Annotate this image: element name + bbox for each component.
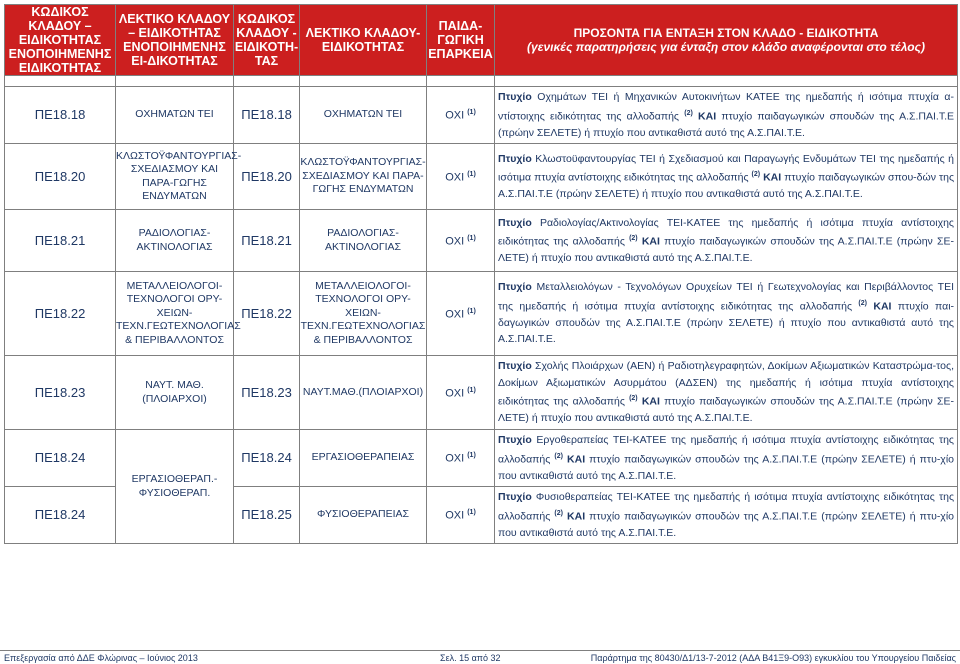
unified-code: ΠΕ18.24 [5,430,116,487]
specialty-code: ΠΕ18.22 [234,272,300,356]
unified-code: ΠΕ18.24 [5,487,116,544]
footer-page-number: Σελ. 15 από 32 [440,653,501,663]
specialty-code: ΠΕ18.24 [234,430,300,487]
footer-left: Επεξεργασία από ΔΔΕ Φλώρινας – Ιούνιος 2013 [4,653,198,663]
table-row [5,356,958,430]
specialty-code: ΠΕ18.21 [234,210,300,272]
desc-lead: Πτυχίο [498,152,532,165]
header-qualifications-sub: (γενικές παρατηρήσεις για ένταξη στον κλάδο αναφέρονται στο τέλος) [527,40,925,54]
pedagogical-cell [427,144,495,210]
specialty-code: ΠΕ18.18 [234,87,300,144]
pedagogical-value: ΟΧΙ [445,110,465,123]
specialty-label: ΜΕΤΑΛΛΕΙΟΛΟΓΟΙ-ΤΕΧΝΟΛΟΓΟΙ ΟΡΥ-ΧΕΙΩΝ-ΤΕΧΝ.ΓΕΩΤΕΧΝΟΛΟΓΙΑΣ & ΠΕΡΙΒΑΛΛΟΝΤΟΣ [300,272,427,356]
desc-body: Οχημάτων ΤΕΙ ή Μηχανικών Αυτοκινήτων ΚΑΤΕΕ της ημεδαπής ή ισότιμα πτυχία α-ντίστοιχης ειδικότητας της αλλοδαπής [498,91,954,122]
header-spacer [5,76,958,87]
page-footer [0,650,960,663]
note-ref: (1) [467,234,476,242]
note-ref: (1) [467,170,476,178]
qualification-text [495,144,958,210]
unified-code: ΠΕ18.22 [5,272,116,356]
desc-body: Φυσιοθεραπείας ΤΕΙ-ΚΑΤΕΕ της ημεδαπής ή ισότιμα πτυχία αντίστοιχης ειδικότητας της αλλοδαπής [498,491,954,522]
specialty-label: ΦΥΣΙΟΘΕΡΑΠΕΙΑΣ [300,487,427,544]
desc-and: ΚΑΙ [692,110,717,122]
table-row [5,272,958,356]
pedagogical-value: ΟΧΙ [445,453,465,466]
note-ref: (2) [629,395,638,403]
desc-body: Εργοθεραπείας ΤΕΙ-ΚΑΤΕΕ της ημεδαπής ή ισότιμα πτυχία αντίστοιχης ειδικότητας της αλλοδαπής [498,434,954,465]
header-qualifications [495,5,958,76]
unified-label: ΕΡΓΑΣΙΟΘΕΡΑΠ.-ΦΥΣΙΟΘΕΡΑΠ. [116,430,234,544]
unified-label: ΡΑΔΙΟΛΟΓΙΑΣ-ΑΚΤΙΝΟΛΟΓΙΑΣ [116,210,234,272]
unified-label: ΜΕΤΑΛΛΕΙΟΛΟΓΟΙ-ΤΕΧΝΟΛΟΓΟΙ ΟΡΥ-ΧΕΙΩΝ-ΤΕΧΝ.ΓΕΩΤΕΧΝΟΛΟΓΙΑΣ & ΠΕΡΙΒΑΛΛΟΝΤΟΣ [116,272,234,356]
specialty-label: ΡΑΔΙΟΛΟΓΙΑΣ-ΑΚΤΙΝΟΛΟΓΙΑΣ [300,210,427,272]
desc-lead: Πτυχίο [498,281,532,294]
note-ref: (2) [858,299,867,307]
note-ref: (1) [467,307,476,315]
note-ref: (2) [629,235,638,242]
desc-and: ΚΑΙ [760,171,782,184]
unified-code: ΠΕ18.21 [5,210,116,272]
table-header-row [5,5,958,76]
desc-body: Μεταλλειολόγων - Τεχνολόγων Ορυχείων ΤΕΙ ή Γεωτεχνολογίας και Περιβάλλοντος ΤΕΙ της ημεδαπής ή ισότιμα πτυχία αντίστοιχης ειδικότητας της αλλοδαπής [498,281,954,313]
unified-code: ΠΕ18.18 [5,87,116,144]
desc-lead: Πτυχίο [498,434,532,446]
pedagogical-cell [427,356,495,430]
header-code-unified: ΚΩΔΙΚΟΣ ΚΛΑΔΟΥ – ΕΙΔΙΚΟΤΗΤΑΣ ΕΝΟΠΟΙΗΜΕΝΗΣ ΕΙΔΙΚΟΤΗΤΑΣ [5,5,116,76]
qualification-text [495,430,958,487]
pedagogical-value: ΟΧΙ [445,171,465,184]
unified-label: ΝΑΥΤ. ΜΑΘ. (ΠΛΟΙΑΡΧΟΙ) [116,356,234,430]
pedagogical-value: ΟΧΙ [445,235,465,248]
qualification-text [495,87,958,144]
pedagogical-cell [427,272,495,356]
header-code: ΚΩΔΙΚΟΣ ΚΛΑΔΟΥ - ΕΙΔΙΚΟΤΗ-ΤΑΣ [234,5,300,76]
table-row [5,210,958,272]
qualification-text [495,487,958,544]
desc-body: Σχολής Πλοιάρχων (ΑΕΝ) ή Ραδιοτηλεγραφητών, Δοκίμων Αξιωματικών Καταστρώμα-τος, Δοκίμων Αξιωματικών Ασυρμάτου (ΑΔΣΕΝ) της ημεδαπής ή ισότιμα πτυχία αντίστοιχης ειδικότητας της αλλοδαπής [498,360,954,408]
header-label: ΛΕΚΤΙΚΟ ΚΛΑΔΟΥ-ΕΙΔΙΚΟΤΗΤΑΣ [300,5,427,76]
specialty-label: ΚΛΩΣΤΟΫΦΑΝΤΟΥΡΓΙΑΣ-ΣΧΕΔΙΑΣΜΟΥ ΚΑΙ ΠΑΡΑ-ΓΩΓΗΣ ΕΝΔΥΜΑΤΩΝ [300,144,427,210]
desc-body: Κλωστοϋφαντουργίας ΤΕΙ ή Σχεδιασμού και Παραγωγής Ενδυμάτων ΤΕΙ της ημεδαπής ή ισότιμα πτυχία αντίστοιχης ειδικότητας της αλλοδαπής [498,152,954,184]
specialty-code: ΠΕ18.23 [234,356,300,430]
qualification-text [495,272,958,356]
specialty-label: ΕΡΓΑΣΙΟΘΕΡΑΠΕΙΑΣ [300,430,427,487]
note-ref: (1) [467,509,476,517]
pedagogical-cell [427,487,495,544]
desc-tail: πτυχίο παιδαγωγικών σπουδών της Α.Σ.ΠΑΙ.Τ.Ε (πρώην ΣΕΛΕΤΕ) ή πτυ-χίο που αντικαθιστά αυτό της Α.Σ.ΠΑΙ.Τ.Ε. [498,453,954,482]
desc-tail: πτυχίο παι-δαγωγικών σπουδών της Α.Σ.ΠΑΙ.Τ.Ε (πρώην ΣΕΛΕΤΕ) ή πτυχίο που αντικαθιστά αυτό της Α.Σ.ΠΑΙ.Τ.Ε. [498,300,955,346]
pedagogical-cell [427,430,495,487]
note-ref: (1) [467,386,476,394]
qualification-text [495,210,958,272]
header-qualifications-title: ΠΡΟΣΟΝΤΑ ΓΙΑ ΕΝΤΑΞΗ ΣΤΟΝ ΚΛΑΔΟ - ΕΙΔΙΚΟΤΗΤΑ [573,26,879,40]
note-ref: (2) [751,171,761,178]
note-ref: (2) [684,109,693,117]
unified-label: ΟΧΗΜΑΤΩΝ ΤΕΙ [116,87,234,144]
table-row [5,87,958,144]
desc-body: Ραδιολογίας/Ακτινολογίας ΤΕΙ-ΚΑΤΕΕ της ημεδαπής ή ισότιμα πτυχία αντίστοιχης ειδικότητας της αλλοδαπής [498,216,954,248]
pedagogical-value: ΟΧΙ [445,308,465,321]
table-row [5,144,958,210]
note-ref: (2) [554,452,563,460]
specialty-label: ΝΑΥΤ.ΜΑΘ.(ΠΛΟΙΑΡΧΟΙ) [300,356,427,430]
note-ref: (2) [554,509,563,517]
desc-and: ΚΑΙ [637,235,660,248]
desc-and: ΚΑΙ [637,395,660,408]
desc-tail: πτυχίο παιδαγωγικών σπουδών της Α.Σ.ΠΑΙ.Τ.Ε (πρώην ΣΕΛΕΤΕ) ή πτυχίο που αντικαθιστά αυτό της Α.Σ.ΠΑΙ.Τ.Ε. [498,110,955,139]
desc-lead: Πτυχίο [498,491,532,503]
desc-lead: Πτυχίο [498,91,532,103]
note-ref: (1) [467,452,476,460]
specialty-code: ΠΕ18.25 [234,487,300,544]
desc-tail: πτυχίο παιδαγωγικών σπου-δών της Α.Σ.ΠΑΙ.Τ.Ε (πρώην ΣΕΛΕΤΕ) ή πτυχίο που αντικαθιστά αυτό της Α.Σ.ΠΑΙ.Τ.Ε. [498,171,955,200]
desc-and: ΚΑΙ [562,453,586,465]
specialties-table [4,4,958,544]
table-row [5,430,958,487]
desc-and: ΚΑΙ [866,300,892,313]
pedagogical-value: ΟΧΙ [445,510,465,523]
desc-lead: Πτυχίο [498,216,532,229]
desc-lead: Πτυχίο [498,360,532,373]
unified-code: ΠΕ18.23 [5,356,116,430]
pedagogical-cell [427,210,495,272]
qualification-text [495,356,958,430]
header-label-unified: ΛΕΚΤΙΚΟ ΚΛΑΔΟΥ – ΕΙΔΙΚΟΤΗΤΑΣ ΕΝΟΠΟΙΗΜΕΝΗΣ ΕΙ-ΔΙΚΟΤΗΤΑΣ [116,5,234,76]
pedagogical-cell [427,87,495,144]
desc-and: ΚΑΙ [562,510,586,522]
pedagogical-value: ΟΧΙ [445,387,465,400]
footer-right: Παράρτημα της 80430/Δ1/13-7-2012 (ΑΔΑ Β41Ξ9-Ο93) εγκυκλίου του Υπουργείου Παιδείας [590,653,956,663]
desc-tail: πτυχίο παιδαγωγικών σπουδών της Α.Σ.ΠΑΙ.Τ.Ε (πρώην ΣΕ-ΛΕΤΕ) ή πτυχίο που αντικαθιστά αυτό της Α.Σ.ΠΑΙ.Τ.Ε. [498,395,954,425]
unified-label: ΚΛΩΣΤΟΫΦΑΝΤΟΥΡΓΙΑΣ-ΣΧΕΔΙΑΣΜΟΥ ΚΑΙ ΠΑΡΑ-ΓΩΓΗΣ ΕΝΔΥΜΑΤΩΝ [116,144,234,210]
specialty-code: ΠΕ18.20 [234,144,300,210]
specialty-label: ΟΧΗΜΑΤΩΝ ΤΕΙ [300,87,427,144]
desc-tail: πτυχίο παιδαγωγικών σπουδών της Α.Σ.ΠΑΙ.Τ.Ε (πρώην ΣΕ-ΛΕΤΕ) ή πτυχίο που αντικαθιστά αυτό της Α.Σ.ΠΑΙ.Τ.Ε. [498,235,954,264]
note-ref: (1) [467,109,476,117]
desc-tail: πτυχίο παιδαγωγικών σπουδών της Α.Σ.ΠΑΙ.Τ.Ε (πρώην ΣΕΛΕΤΕ) ή πτυ-χίο που αντικαθιστά αυτό της Α.Σ.ΠΑΙ.Τ.Ε. [498,510,954,539]
header-pedagogical: ΠΑΙΔΑ-ΓΩΓΙΚΗ ΕΠΑΡΚΕΙΑ [427,5,495,76]
unified-code: ΠΕ18.20 [5,144,116,210]
